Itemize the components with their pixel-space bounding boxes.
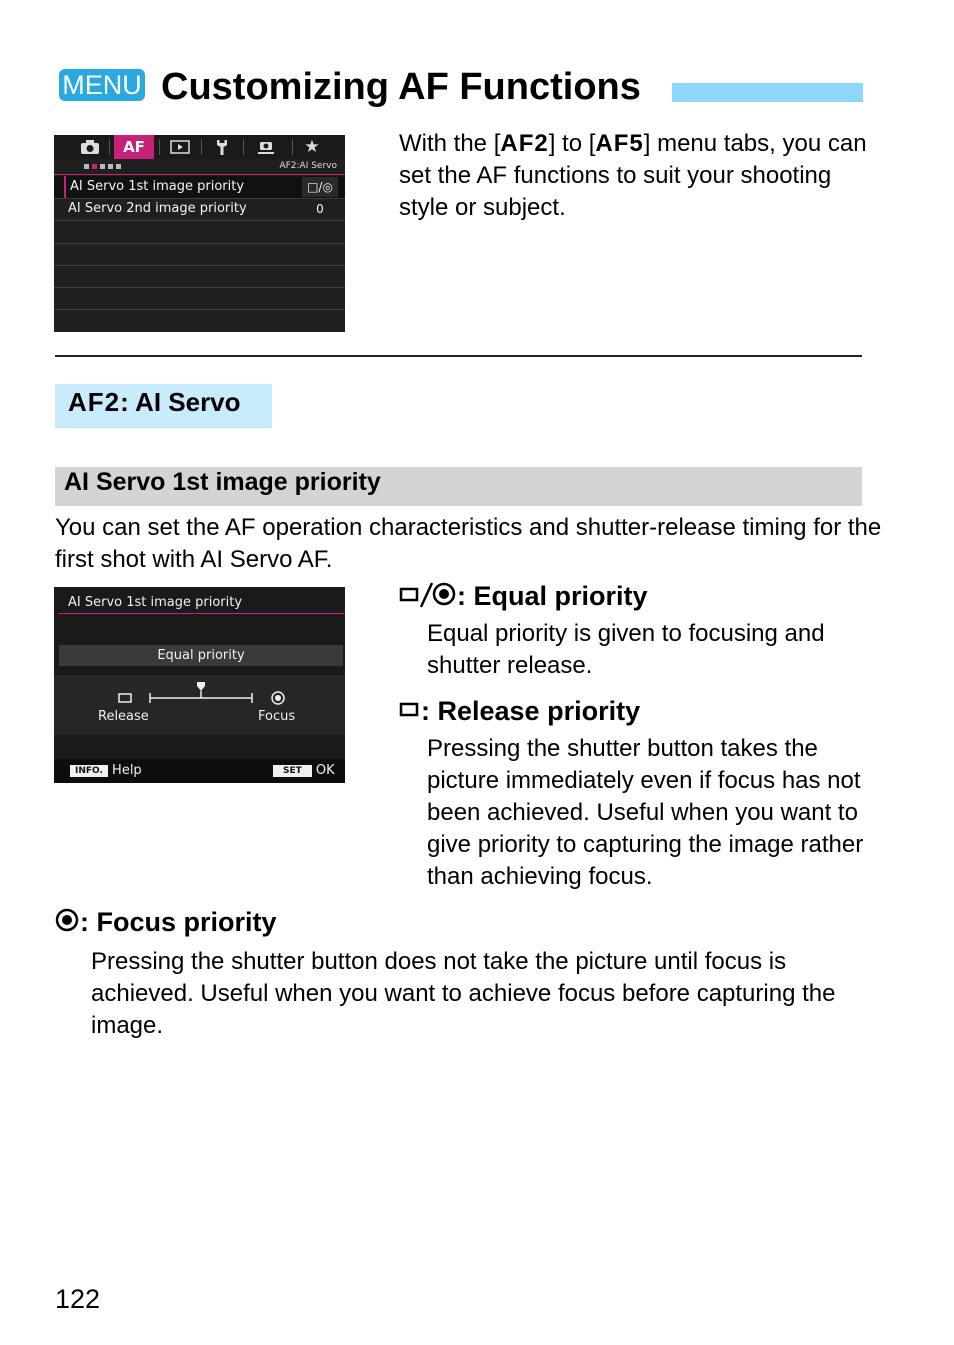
setting-footer bbox=[54, 759, 345, 783]
page-indicator bbox=[108, 164, 113, 169]
tab-divider bbox=[292, 139, 293, 155]
page-indicator-active bbox=[92, 164, 97, 169]
page-title: Customizing AF Functions bbox=[161, 66, 641, 108]
playback-icon bbox=[166, 135, 194, 159]
info-button-pill: INFO. bbox=[70, 765, 108, 777]
menu-row-empty bbox=[54, 309, 345, 331]
menu-row-empty bbox=[54, 243, 345, 266]
af2-tab-symbol: AF2 bbox=[500, 130, 549, 157]
release-priority-heading: : Release priority bbox=[399, 695, 640, 727]
focus-icon bbox=[55, 907, 80, 935]
equal-priority-heading: : Equal priority bbox=[399, 580, 648, 612]
menu-row-empty bbox=[54, 265, 345, 288]
focus-label: Focus bbox=[258, 709, 296, 724]
title-accent-bar bbox=[672, 83, 863, 102]
scale-marker[interactable] bbox=[195, 682, 207, 698]
help-hint[interactable]: INFO. Help bbox=[70, 759, 142, 783]
menu-row-label: AI Servo 2nd image priority bbox=[68, 201, 247, 216]
divider bbox=[55, 355, 862, 357]
release-equal-focus-icon bbox=[399, 581, 457, 609]
camera-icon bbox=[76, 135, 104, 159]
setting-screen bbox=[54, 587, 345, 783]
focus-priority-text: Pressing the shutter button does not take the picture until focus is achieved. Useful when you want to achieve focus before capturing the image. bbox=[91, 948, 836, 1039]
focus-priority-heading: : Focus priority bbox=[55, 906, 277, 938]
menu-sub-label: AF2:AI Servo bbox=[279, 161, 337, 171]
setting-title: AI Servo 1st image priority bbox=[68, 595, 243, 610]
page-indicator bbox=[116, 164, 121, 169]
priority-scale[interactable] bbox=[54, 675, 345, 735]
menu-row-1st-priority[interactable] bbox=[54, 176, 345, 199]
menu-badge: MENU bbox=[59, 69, 145, 101]
setting-title-underline bbox=[58, 613, 345, 614]
custom-function-icon bbox=[252, 135, 280, 159]
setting-selected-value: Equal priority bbox=[59, 645, 343, 666]
wrench-icon bbox=[208, 135, 236, 159]
intro-text: With the [AF2] to [AF5] menu tabs, you can set the AF functions to suit your shooting style or subject. bbox=[399, 130, 867, 221]
page-indicator bbox=[84, 164, 89, 169]
set-button-pill: SET bbox=[273, 765, 312, 777]
menu-row-empty bbox=[54, 221, 345, 244]
menu-row-value: 0 bbox=[316, 202, 324, 216]
my-menu-star-icon: ★ bbox=[304, 137, 320, 157]
menu-tab-bar bbox=[54, 135, 345, 159]
menu-row-value: □/◎ bbox=[302, 177, 338, 197]
tab-divider bbox=[201, 139, 202, 155]
menu-screen bbox=[54, 135, 345, 332]
page-number: 122 bbox=[55, 1284, 101, 1314]
tab-divider bbox=[159, 139, 160, 155]
section-heading: AF2: AI Servo bbox=[68, 387, 241, 417]
ok-hint[interactable]: SET OK bbox=[273, 759, 335, 783]
af5-tab-symbol: AF5 bbox=[595, 130, 644, 157]
tab-af[interactable]: AF bbox=[114, 135, 154, 159]
menu-row-2nd-priority[interactable] bbox=[54, 198, 345, 221]
sub-heading: AI Servo 1st image priority bbox=[64, 468, 381, 496]
af2-symbol: AF2 bbox=[68, 387, 121, 417]
equal-priority-text: Equal priority is given to focusing and shutter release. bbox=[427, 620, 825, 679]
menu-row-label: AI Servo 1st image priority bbox=[64, 176, 244, 198]
release-priority-text: Pressing the shutter button takes the picture immediately even if focus has not been achieved. Useful when you want to give priority to capturing the image rather than achieving focus. bbox=[427, 735, 864, 890]
release-icon bbox=[399, 696, 421, 724]
tab-divider bbox=[243, 139, 244, 155]
release-label: Release bbox=[98, 709, 149, 724]
page-indicator bbox=[100, 164, 105, 169]
menu-row-empty bbox=[54, 287, 345, 310]
tab-divider bbox=[109, 139, 110, 155]
menu-sub-bar bbox=[54, 159, 345, 175]
section-description: You can set the AF operation characteristics and shutter-release timing for the first shot with AI Servo AF. bbox=[55, 514, 882, 573]
